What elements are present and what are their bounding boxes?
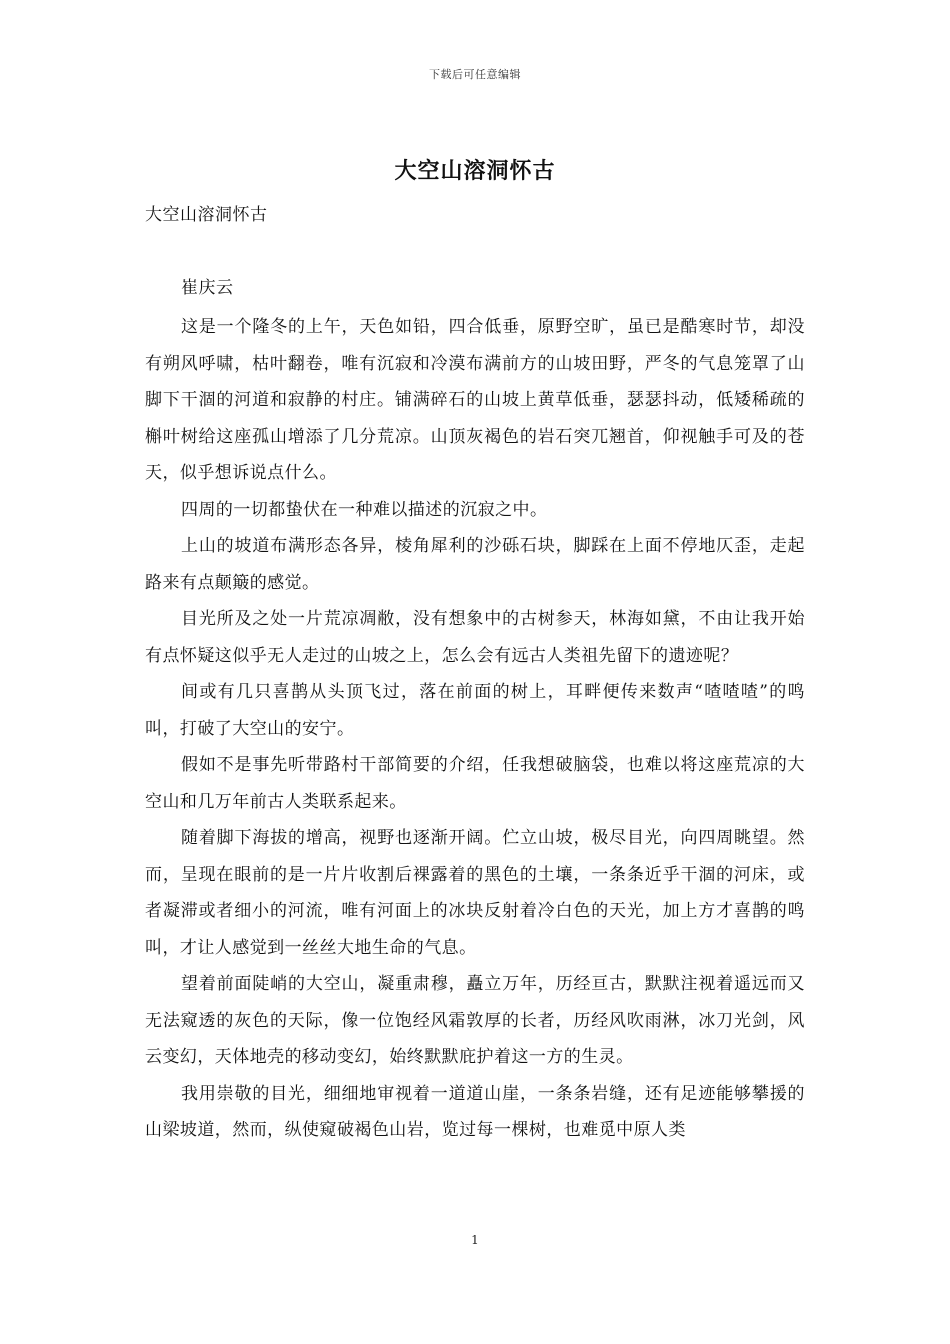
article-body	[145, 309, 805, 1149]
paragraph: 望着前面陡峭的大空山，凝重肃穆，矗立万年，历经亘古，默默注视着遥远而又无法窥透的灰色的天际，像一位饱经风霜敦厚的长者，历经风吹雨淋，冰刀光剑，风云变幻，天体地壳的移动变幻，始终默默庇护着这一方的生灵。	[145, 974, 805, 1067]
document-subtitle: 大空山溶洞怀古	[145, 205, 268, 225]
paragraph: 这是一个隆冬的上午，天色如铅，四合低垂，原野空旷，虽已是酷寒时节，却没有朔风呼啸，枯叶翻卷，唯有沉寂和冷漠布满前方的山坡田野，严冬的气息笼罩了山脚下干涸的河道和寂静的村庄。铺满碎石的山坡上黄草低垂，瑟瑟抖动，低矮稀疏的槲叶树给这座孤山增添了几分荒凉。山顶灰褐色的岩石突兀翘首，仰视触手可及的苍天，似乎想诉说点什么。	[145, 317, 805, 483]
document-title: 大空山溶洞怀古	[394, 158, 556, 184]
paragraph: 上山的坡道布满形态各异，棱角犀利的沙砾石块，脚踩在上面不停地仄歪，走起路来有点颠簸的感觉。	[145, 536, 805, 593]
header-note: 下载后可任意编辑	[429, 68, 521, 81]
paragraph: 随着脚下海拔的增高，视野也逐渐开阔。伫立山坡，极尽目光，向四周眺望。然而，呈现在眼前的是一片片收割后裸露着的黑色的土壤，一条条近乎干涸的河床，或者凝滞或者细小的河流，唯有河面上的冰块反射着冷白色的天光，加上方才喜鹊的鸣叫，才让人感觉到一丝丝大地生命的气息。	[145, 828, 805, 958]
paragraph: 目光所及之处一片荒凉凋敝，没有想象中的古树参天，林海如黛，不由让我开始有点怀疑这似乎无人走过的山坡之上，怎么会有远古人类祖先留下的遗迹呢？	[145, 609, 805, 666]
paragraph: 四周的一切都蛰伏在一种难以描述的沉寂之中。	[181, 499, 548, 520]
paragraph: 假如不是事先听带路村干部简要的介绍，任我想破脑袋，也难以将这座荒凉的大空山和几万年前古人类联系起来。	[145, 755, 805, 812]
paragraph: 间或有几只喜鹊从头顶飞过，落在前面的树上，耳畔便传来数声“喳喳喳”的鸣叫，打破了大空山的安宁。	[145, 682, 805, 739]
paragraph: 我用崇敬的目光，细细地审视着一道道山崖，一条条岩缝，还有足迹能够攀援的山梁坡道，然而，纵使窥破褐色山岩，览过每一棵树，也难觅中原人类	[145, 1083, 805, 1140]
author-name: 崔庆云	[181, 278, 234, 298]
page-number: 1	[471, 1233, 479, 1247]
